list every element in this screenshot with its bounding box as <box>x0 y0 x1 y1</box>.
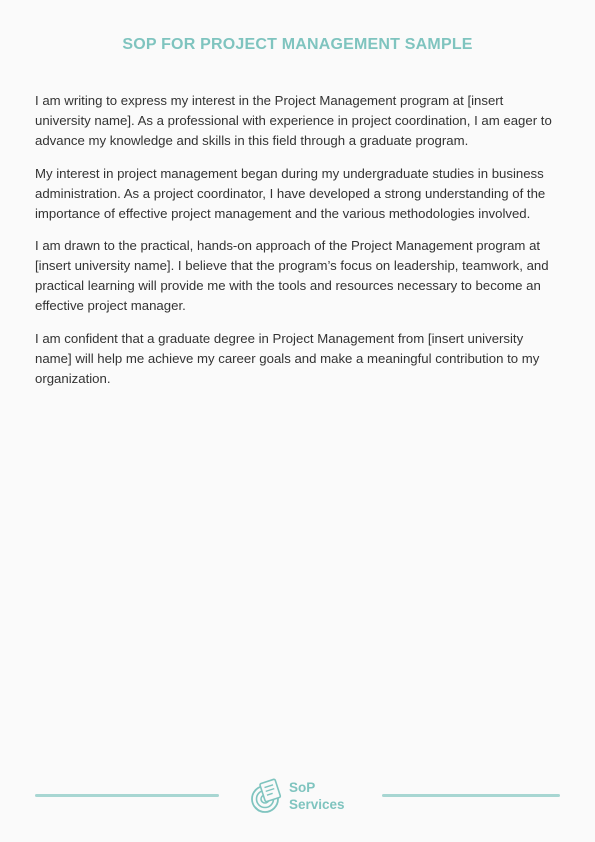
paragraph-3: I am drawn to the practical, hands-on approach of the Project Management program at [insert university name]. I believe that the program’s focus on leadership, teamwork, and practical learning will provide me with the tools and resources necessary to become an effective project manager. <box>35 238 549 313</box>
logo-wordmark <box>289 779 345 813</box>
paragraph-4: I am confident that a graduate degree in Project Management from [insert university name] will help me achieve my career goals and make a meaningful contribution to my organization. <box>35 330 540 386</box>
logo-line-2: Services <box>289 797 345 812</box>
paragraph-2: My interest in project management began during my undergraduate studies in business administration. As a project coordinator, I have developed a strong understanding of the importance of effective project management and the various methodologies involved. <box>35 165 546 221</box>
paragraph-1: I am writing to express my interest in the Project Management program at [insert university name]. As a professional with experience in project coordination, I am eager to advance my knowledge and skills in this field through a graduate program. <box>35 93 552 148</box>
logo-line-1: SoP <box>289 780 316 795</box>
footer-divider-left <box>35 794 219 797</box>
footer-divider-right <box>382 794 560 797</box>
diploma-document-icon <box>248 778 284 814</box>
document-title: SOP FOR PROJECT MANAGEMENT SAMPLE <box>122 36 473 53</box>
document-body <box>35 91 561 401</box>
sop-services-logo <box>248 774 358 818</box>
page-footer <box>0 770 595 820</box>
